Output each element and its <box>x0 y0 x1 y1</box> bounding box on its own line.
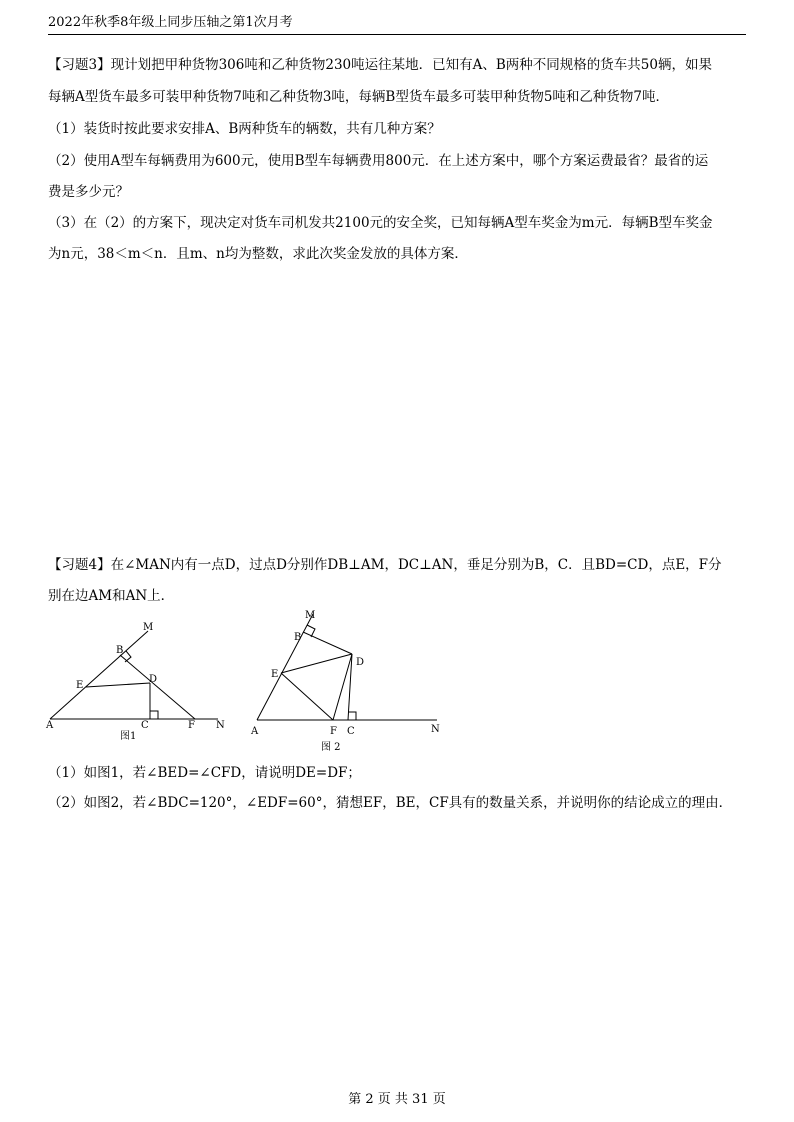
fig1-label-D: D <box>149 674 158 685</box>
problem3-question2-line2: 费是多少元？ <box>48 184 129 200</box>
figure-1-diagram <box>40 615 240 745</box>
problem3-line2: 每辆A型货车最多可装甲种货物7吨和乙种货物3吨，每辆B型货车最多可装甲种货物5吨和乙种货物7吨． <box>48 89 670 105</box>
fig2-label-C: C <box>347 726 355 737</box>
problem3-question3-line2: 为n元，38＜m＜n．且m、n均为整数，求此次奖金发放的具体方案． <box>48 246 468 262</box>
problem4-question1: （1）如图1，若∠BED=∠CFD，请说明DE=DF； <box>48 765 361 781</box>
fig2-label-N: N <box>431 724 440 735</box>
fig1-caption: 图1 <box>120 731 137 742</box>
fig2-label-D: D <box>356 657 365 668</box>
fig1-label-N: N <box>216 720 225 731</box>
page-footer-number: 第 2 页 共 31 页 <box>348 1092 446 1107</box>
segment-ED <box>86 683 150 687</box>
fig2-label-B: B <box>294 632 302 643</box>
segment-BD <box>303 632 352 654</box>
fig2-label-M: M <box>305 610 316 621</box>
fig2-label-F: F <box>330 726 337 737</box>
segment-FD <box>333 654 352 720</box>
segment-ED <box>281 654 352 673</box>
problem4-line1: 【习题4】在∠MAN内有一点D，过点D分别作DB⊥AM，DC⊥AN，垂足分别为B，C．且BD=CD，点E，F分 <box>48 557 722 573</box>
page-header-title: 2022年秋季8年级上同步压轴之第1次月考 <box>48 15 293 30</box>
problem4-question2: （2）如图2，若∠BDC=120°，∠EDF=60°，猜想EF，BE，CF具有的数量关系，并说明你的结论成立的理由． <box>48 795 733 811</box>
segment-EF <box>281 673 333 720</box>
fig2-label-E: E <box>271 669 279 680</box>
fig1-label-C: C <box>141 720 149 731</box>
right-angle-mark-C <box>348 712 356 720</box>
problem3-question3-line1: （3）在（2）的方案下，现决定对货车司机发共2100元的安全奖，已知每辆A型车奖金为m元．每辆B型车奖金 <box>48 215 713 231</box>
fig1-label-E: E <box>76 680 84 691</box>
ray-AM <box>50 631 148 719</box>
problem3-question1: （1）装货时按此要求安排A、B两种货车的辆数，共有几种方案？ <box>48 121 441 137</box>
line-BF <box>120 655 195 719</box>
header-divider <box>48 34 746 35</box>
fig1-label-B: B <box>116 645 124 656</box>
problem3-question2-line1: （2）使用A型车每辆费用为600元，使用B型车每辆费用800元．在上述方案中，哪个方案运费最省？最省的运 <box>48 153 709 169</box>
fig2-label-A: A <box>251 726 259 737</box>
right-angle-mark-C <box>150 711 158 719</box>
problem3-line1: 【习题3】现计划把甲种货物306吨和乙种货物230吨运往某地．已知有A、B两种不同规格的货车共50辆，如果 <box>48 57 712 73</box>
fig1-label-A: A <box>46 720 54 731</box>
problem4-line2: 别在边AM和AN上． <box>48 588 175 604</box>
figure-2-diagram <box>245 608 455 758</box>
segment-DC <box>348 654 352 720</box>
fig1-label-F: F <box>188 720 195 731</box>
fig2-caption: 图 2 <box>321 742 341 753</box>
fig1-label-M: M <box>143 622 154 633</box>
